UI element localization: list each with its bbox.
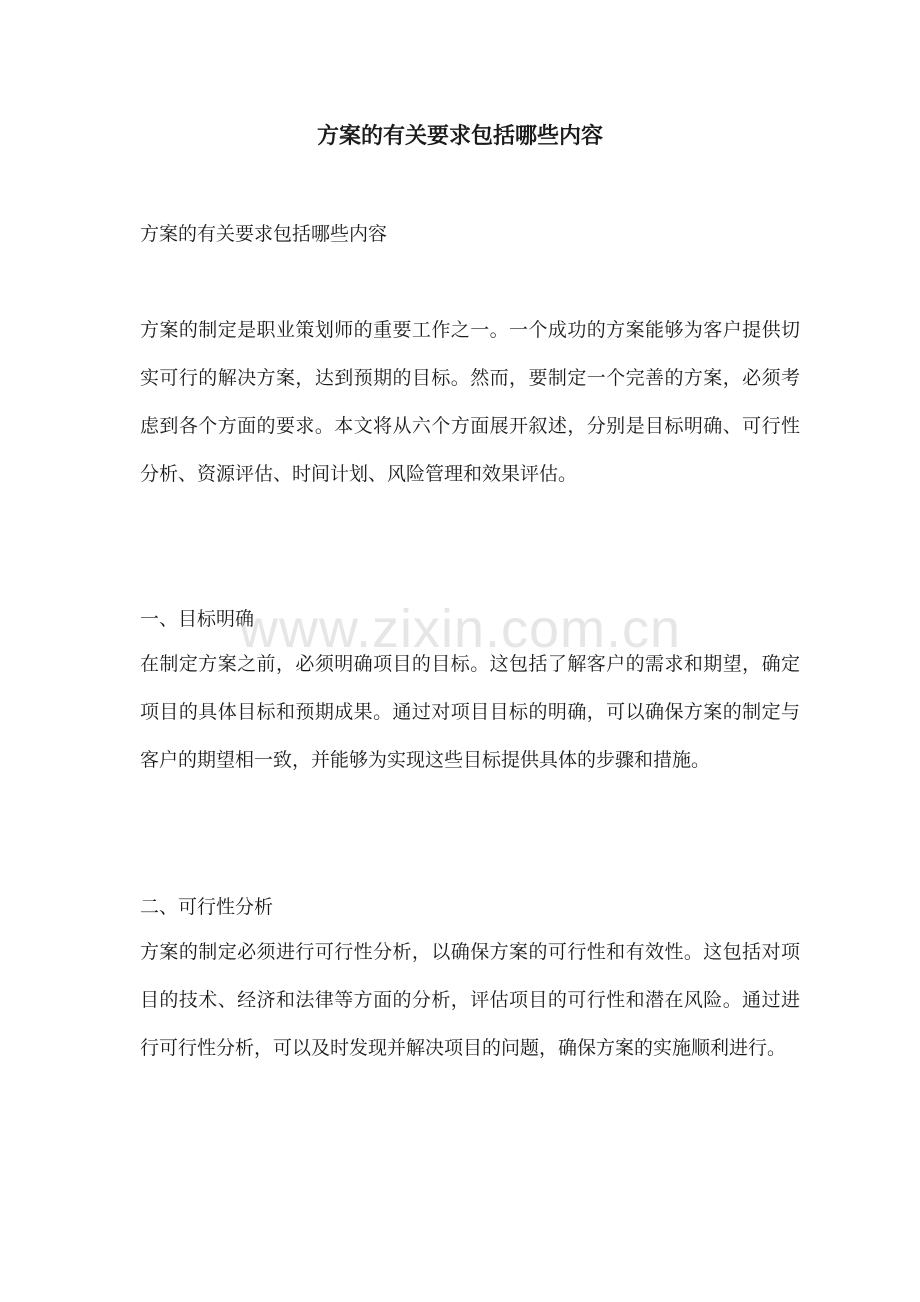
document-title: 方案的有关要求包括哪些内容: [316, 123, 603, 149]
intro-paragraph: 方案的制定是职业策划师的重要工作之一。一个成功的方案能够为客户提供切实可行的解决方案，达到预期的目标。然而，要制定一个完善的方案，必须考虑到各个方面的要求。本文将从六个方面展开叙述，分别是目标明确、可行性分析、资源评估、时间计划、风险管理和效果评估。: [140, 319, 800, 485]
watermark: www.zixin.com.cn: [238, 599, 682, 659]
document-subtitle: 方案的有关要求包括哪些内容: [140, 223, 388, 245]
section-body-feasibility: 方案的制定必须进行可行性分析，以确保方案的可行性和有效性。这包括对项目的技术、经济和法律等方面的分析，评估项目的可行性和潜在风险。通过进行可行性分析，可以及时发现并解决项目的问题，确保方案的实施顺利进行。: [140, 941, 800, 1059]
section-heading-goals: 一、目标明确: [140, 608, 255, 630]
section-heading-feasibility: 二、可行性分析: [140, 896, 274, 918]
section-body-goals: 在制定方案之前，必须明确项目的目标。这包括了解客户的需求和期望，确定项目的具体目标和预期成果。通过对项目目标的明确，可以确保方案的制定与客户的期望相一致，并能够为实现这些目标提供具体的步骤和措施。: [140, 653, 800, 771]
